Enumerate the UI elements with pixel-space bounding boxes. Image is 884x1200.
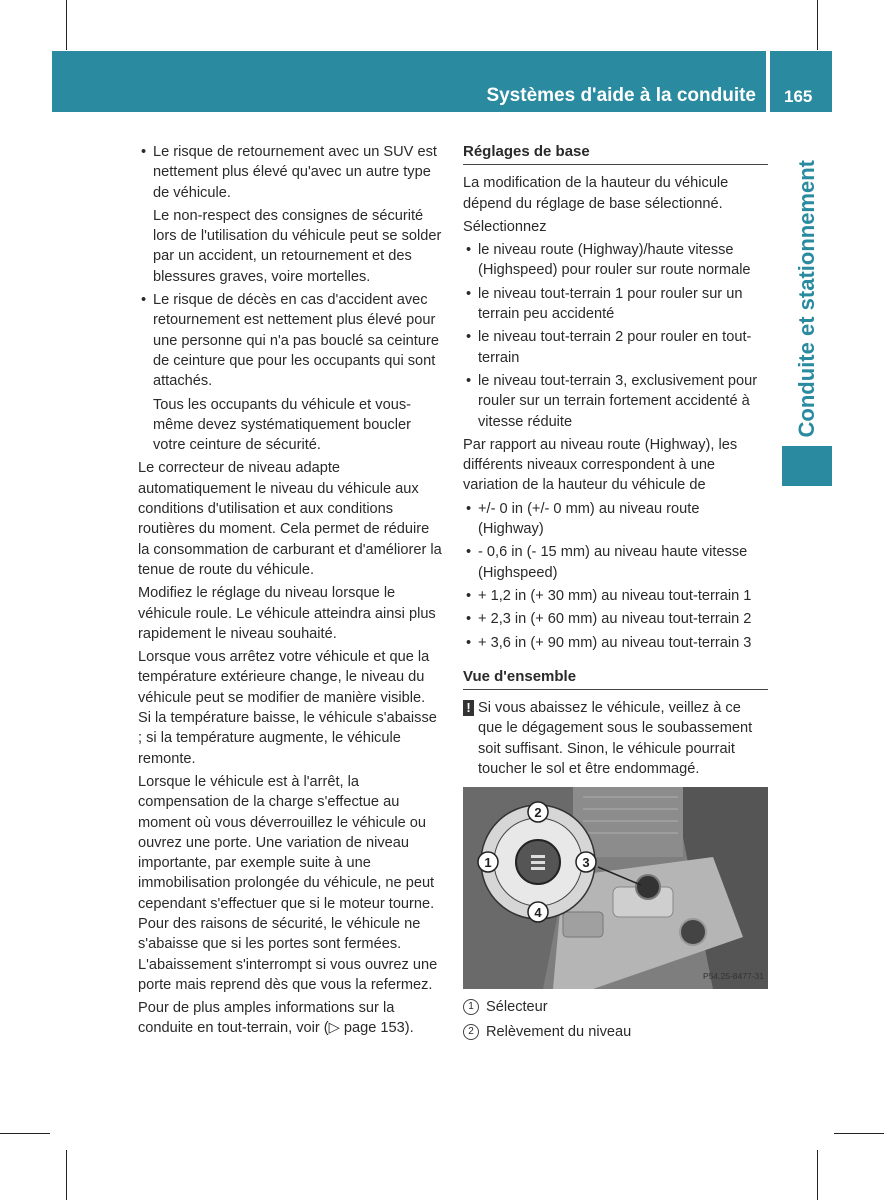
- crop-mark: [834, 1133, 884, 1134]
- left-column: [138, 142, 442, 1042]
- page-number-box: [770, 51, 832, 112]
- crop-mark: [0, 1133, 50, 1134]
- chapter-tab: [782, 160, 832, 445]
- callout-4: [528, 902, 548, 922]
- callout-label: 1: [484, 855, 492, 871]
- legend-text: Relèvement du niveau: [486, 1023, 632, 1040]
- control-panel-photo: [463, 787, 768, 989]
- body-paragraph: La modification de la hauteur du véhicule dépend du réglage de base sélectionné.: [463, 175, 729, 212]
- callout-label: 4: [534, 905, 542, 921]
- list-item: • +/- 0 in (+/- 0 mm) au niveau route (Highway): [463, 499, 768, 540]
- safety-bullet: • Le risque de décès en cas d'accident avec retournement est nettement plus élevé pour une personne qui n'a pas bouclé sa ceinture de ceinture que pour les occupants qui sont attachés.: [138, 290, 442, 391]
- chapter-tab-label: Conduite et stationnement: [794, 160, 819, 438]
- body-paragraph: Lorsque vous arrêtez votre véhicule et que la température extérieure change, le niveau du véhicule peut se modifier de manière visible. Si la température baisse, le véhicule s'abaisse ; si la température augmente, le véhicule remonte.: [138, 649, 437, 767]
- safety-bullet: • Le risque de retournement avec un SUV est nettement plus élevé qu'avec un autre type de véhicule.: [138, 142, 442, 203]
- crop-mark: [66, 1150, 67, 1200]
- callout-2: [528, 802, 548, 822]
- list-item: • le niveau route (Highway)/haute vitesse (Highspeed) pour rouler sur route normale: [463, 240, 768, 281]
- page-header: [52, 51, 766, 112]
- body-paragraph: Lorsque le véhicule est à l'arrêt, la compensation de la charge s'effectue au moment où vous déverrouillez le véhicule ou ouvrez une porte. Une variation de niveau importante, par exemple suite à une immobilisation prolongée du véhicule, ne peut cependant s'effectuer que si le moteur tourne. Pour des raisons de sécurité, le véhicule ne s'abaisse que si les portes sont fermées. L'abaissement s'interrompt si vous ouvrez une porte mais reprend dès que vous la refermez.: [138, 773, 438, 993]
- list-item: • le niveau tout-terrain 3, exclusivement pour rouler sur un terrain fortement accidenté à vitesse réduite: [463, 371, 768, 432]
- crop-mark: [66, 0, 67, 50]
- callout-3: [576, 852, 596, 872]
- warning-icon: !: [463, 700, 474, 716]
- control-panel-illustration: [463, 787, 768, 989]
- legend-item: [463, 1022, 768, 1042]
- cross-reference-paragraph: Pour de plus amples informations sur la conduite en tout-terrain, voir (▷ page 153).: [138, 1000, 414, 1037]
- safety-bullet-detail: Tous les occupants du véhicule et vous-même devez systématiquement boucler votre ceinture de sécurité.: [153, 396, 411, 454]
- callout-label: 3: [582, 855, 590, 871]
- body-paragraph: Sélectionnez: [463, 218, 547, 235]
- list-item: • le niveau tout-terrain 2 pour rouler en tout-terrain: [463, 327, 768, 368]
- warning-note: [463, 698, 768, 779]
- warning-text: Si vous abaissez le véhicule, veillez à ce que le dégagement sous le soubassement soit suffisant. Sinon, le véhicule pourrait toucher le sol et être endommagé.: [478, 700, 753, 778]
- list-item: • + 1,2 in (+ 30 mm) au niveau tout-terrain 1: [463, 586, 768, 606]
- section-heading: Réglages de base: [463, 142, 768, 165]
- list-item: • + 3,6 in (+ 90 mm) au niveau tout-terrain 3: [463, 633, 768, 653]
- callout-label: 2: [534, 805, 542, 821]
- body-paragraph: Par rapport au niveau route (Highway), les différents niveaux correspondent à une variation de la hauteur du véhicule de: [463, 436, 738, 494]
- legend-item: [463, 997, 768, 1017]
- list-item: • + 2,3 in (+ 60 mm) au niveau tout-terrain 2: [463, 609, 768, 629]
- safety-bullet-detail: Le non-respect des consignes de sécurité lors de l'utilisation du véhicule peut se solder par un accident, un retournement et des blessures graves, voire mortelles.: [153, 207, 442, 285]
- list-item: • le niveau tout-terrain 1 pour rouler sur un terrain peu accidenté: [463, 284, 768, 325]
- body-paragraph: Le correcteur de niveau adapte automatiquement le niveau du véhicule aux conditions d'utilisation et aux conditions routières du moment. Cela permet de réduire la consommation de carburant et d'améliorer la tenue de route du véhicule.: [138, 460, 442, 578]
- callout-1: [478, 852, 498, 872]
- right-column: [463, 142, 768, 1046]
- legend-text: Sélecteur: [486, 999, 548, 1016]
- chapter-tab-marker: [782, 446, 832, 486]
- section-heading: Vue d'ensemble: [463, 667, 768, 690]
- list-item: • - 0,6 in (- 15 mm) au niveau haute vitesse (Highspeed): [463, 542, 768, 583]
- crop-mark: [817, 1150, 818, 1200]
- legend-number: 1: [463, 999, 479, 1015]
- page-number: 165: [784, 87, 813, 106]
- crop-mark: [817, 0, 818, 50]
- page-title: Systèmes d'aide à la conduite: [486, 85, 756, 106]
- legend-number: 2: [463, 1024, 479, 1040]
- image-reference-code: P54.25-8477-31: [703, 971, 764, 982]
- body-paragraph: Modifiez le réglage du niveau lorsque le véhicule roule. Le véhicule atteindra ainsi plus rapidement le niveau souhaité.: [138, 585, 436, 642]
